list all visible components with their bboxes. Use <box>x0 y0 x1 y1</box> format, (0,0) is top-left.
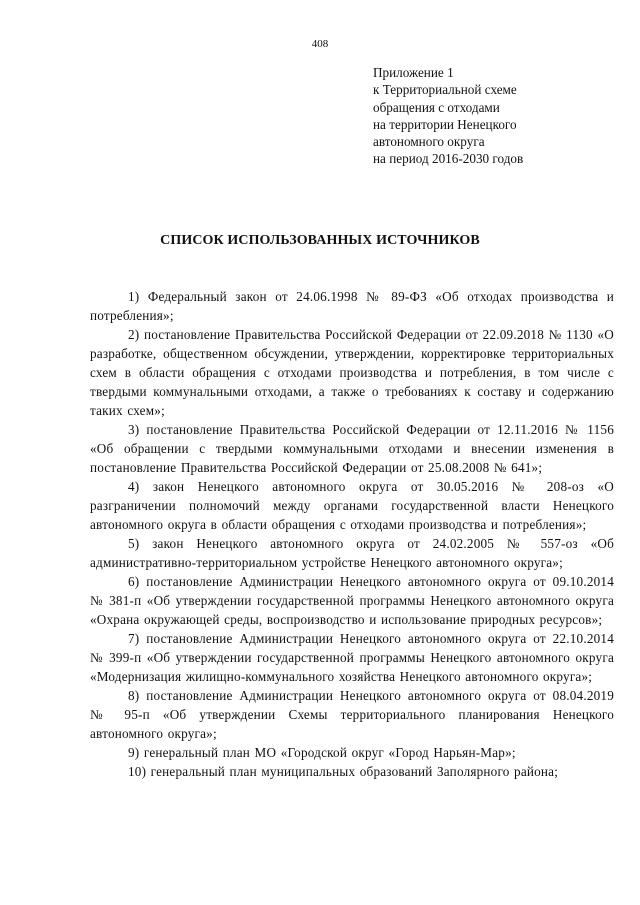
reference-item: 9) генеральный план МО «Городской округ «Город Нарьян-Мар»; <box>128 745 516 760</box>
reference-item: 7) постановление Администрации Ненецкого автономного округа от 22.10.2014 № 399-п «Об утверждении государственной программы Ненецкого автономного округа «Модернизация жилищно-коммунального хозяйства Ненецкого автономного округа»; <box>90 631 614 684</box>
reference-item: 1) Федеральный закон от 24.06.1998 № 89-ФЗ «Об отходах производства и потребления»; <box>90 289 614 323</box>
reference-item: 10) генеральный план муниципальных образований Заполярного района; <box>128 764 559 779</box>
appendix-line: к Территориальной схеме <box>373 82 517 98</box>
reference-item: 6) постановление Администрации Ненецкого автономного округа от 09.10.2014 № 381-п «Об утверждении государственной программы Ненецкого автономного округа «Охрана окружающей среды, воспроизводство и использование природных ресурсов»; <box>90 574 614 627</box>
appendix-line: автономного округа <box>373 134 485 150</box>
document-title: СПИСОК ИСПОЛЬЗОВАННЫХ ИСТОЧНИКОВ <box>160 233 480 248</box>
reference-item: 5) закон Ненецкого автономного округа от 24.02.2005 № 557-оз «Об административно-территориальном устройстве Ненецкого автономного округа»; <box>90 536 614 570</box>
appendix-note <box>373 64 523 168</box>
reference-list <box>90 287 614 781</box>
reference-item: 8) постановление Администрации Ненецкого автономного округа от 08.04.2019 № 95-п «Об утверждении Схемы территориального планирования Ненецкого автономного округа»; <box>90 688 614 741</box>
appendix-line: обращения с отходами <box>373 99 500 115</box>
reference-item: 3) постановление Правительства Российской Федерации от 12.11.2016 № 1156 «Об обращении с твердыми коммунальными отходами и внесении изменения в постановление Правительства Российской Федерации от 25.08.2008 № 641»; <box>90 422 614 475</box>
appendix-line: на период 2016-2030 годов <box>373 151 524 167</box>
appendix-line: на территории Ненецкого <box>373 116 517 132</box>
page-number: 408 <box>311 38 329 50</box>
appendix-line: Приложение 1 <box>373 65 454 80</box>
reference-item: 2) постановление Правительства Российской Федерации от 22.09.2018 № 1130 «О разработке, общественном обсуждении, утверждении, корректировке территориальных схем в области обращения с отходами производства и потребления, в том числе с твердыми коммунальными отходами, а также о требованиях к составу и содержанию таких схем»; <box>90 327 614 418</box>
reference-item: 4) закон Ненецкого автономного округа от 30.05.2016 № 208-оз «О разграничении полномочий между органами государственной власти Ненецкого автономного округа в области обращения с отходами производства и потребления»; <box>90 479 614 532</box>
